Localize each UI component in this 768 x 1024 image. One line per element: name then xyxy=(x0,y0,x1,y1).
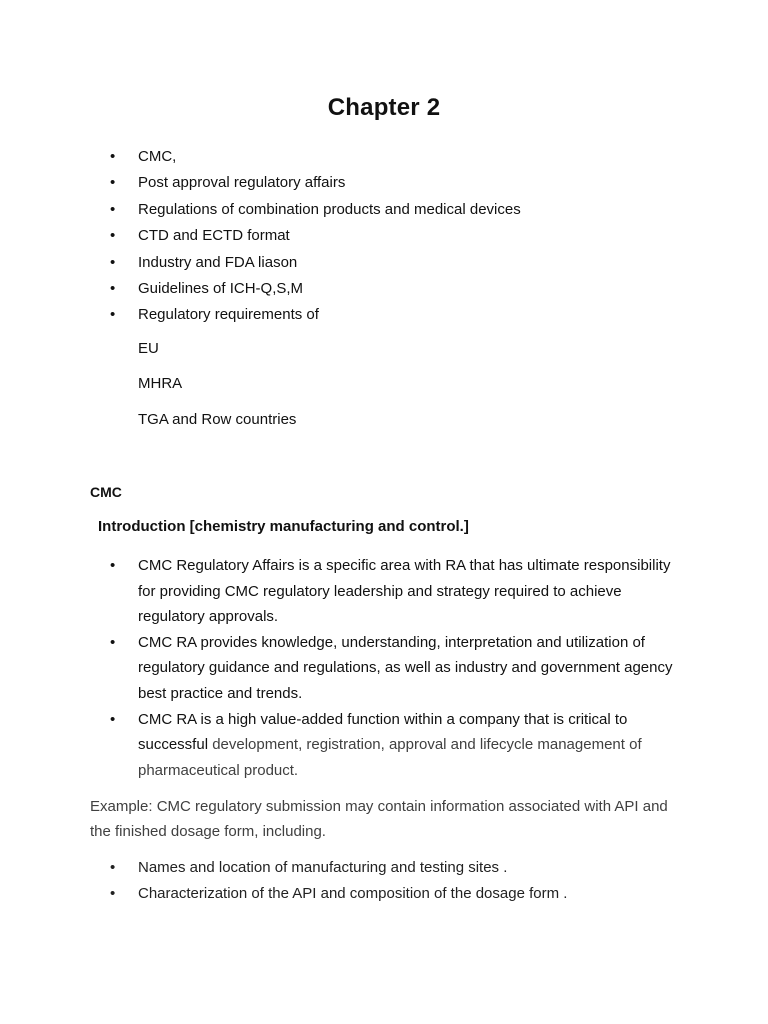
list-item xyxy=(110,707,690,784)
example-paragraph: Example: CMC regulatory submission may contain information associated with API and the finished dosage form, including. xyxy=(90,798,668,840)
list-item xyxy=(110,553,690,630)
list-item: • Regulatory requirements of xyxy=(110,302,521,328)
point-text: CMC Regulatory Affairs is a specific area with RA that has ultimate responsibility for providing CMC regulatory leadership and strategy required to achieve regulatory approvals. xyxy=(138,557,671,626)
region-mhra: MHRA xyxy=(138,375,183,392)
topic-list xyxy=(110,144,521,329)
region-tga: TGA and Row countries xyxy=(138,411,297,428)
list-item: • Guidelines of ICH-Q,S,M xyxy=(110,276,521,302)
point-text-grey: development, registration, approval and lifecycle management of pharmaceutical product. xyxy=(138,736,642,779)
list-item: • CTD and ECTD format xyxy=(110,223,521,249)
cmc-point-list xyxy=(110,553,690,783)
section-heading: CMC xyxy=(90,484,122,500)
list-item: • Post approval regulatory affairs xyxy=(110,170,521,196)
region-eu: EU xyxy=(138,340,159,357)
list-item: • Regulations of combination products and medical devices xyxy=(110,197,521,223)
list-item: • CMC, xyxy=(110,144,521,170)
point-text: CMC RA provides knowledge, understanding, interpretation and utilization of regulatory guidance and regulations, as well as industry and government agency best practice and trends. xyxy=(138,633,673,702)
intro-heading: Introduction [chemistry manufacturing and control.] xyxy=(98,518,469,535)
list-item: • Industry and FDA liason xyxy=(110,250,521,276)
list-item: • Names and location of manufacturing and testing sites . xyxy=(110,855,567,881)
example-point-list xyxy=(110,855,567,907)
point-text: CMC RA is a high value-added function within a company that is critical to successful xyxy=(138,710,628,754)
list-item: • Characterization of the API and composition of the dosage form . xyxy=(110,881,567,907)
page-title: Chapter 2 xyxy=(327,94,441,121)
list-item xyxy=(110,630,690,707)
